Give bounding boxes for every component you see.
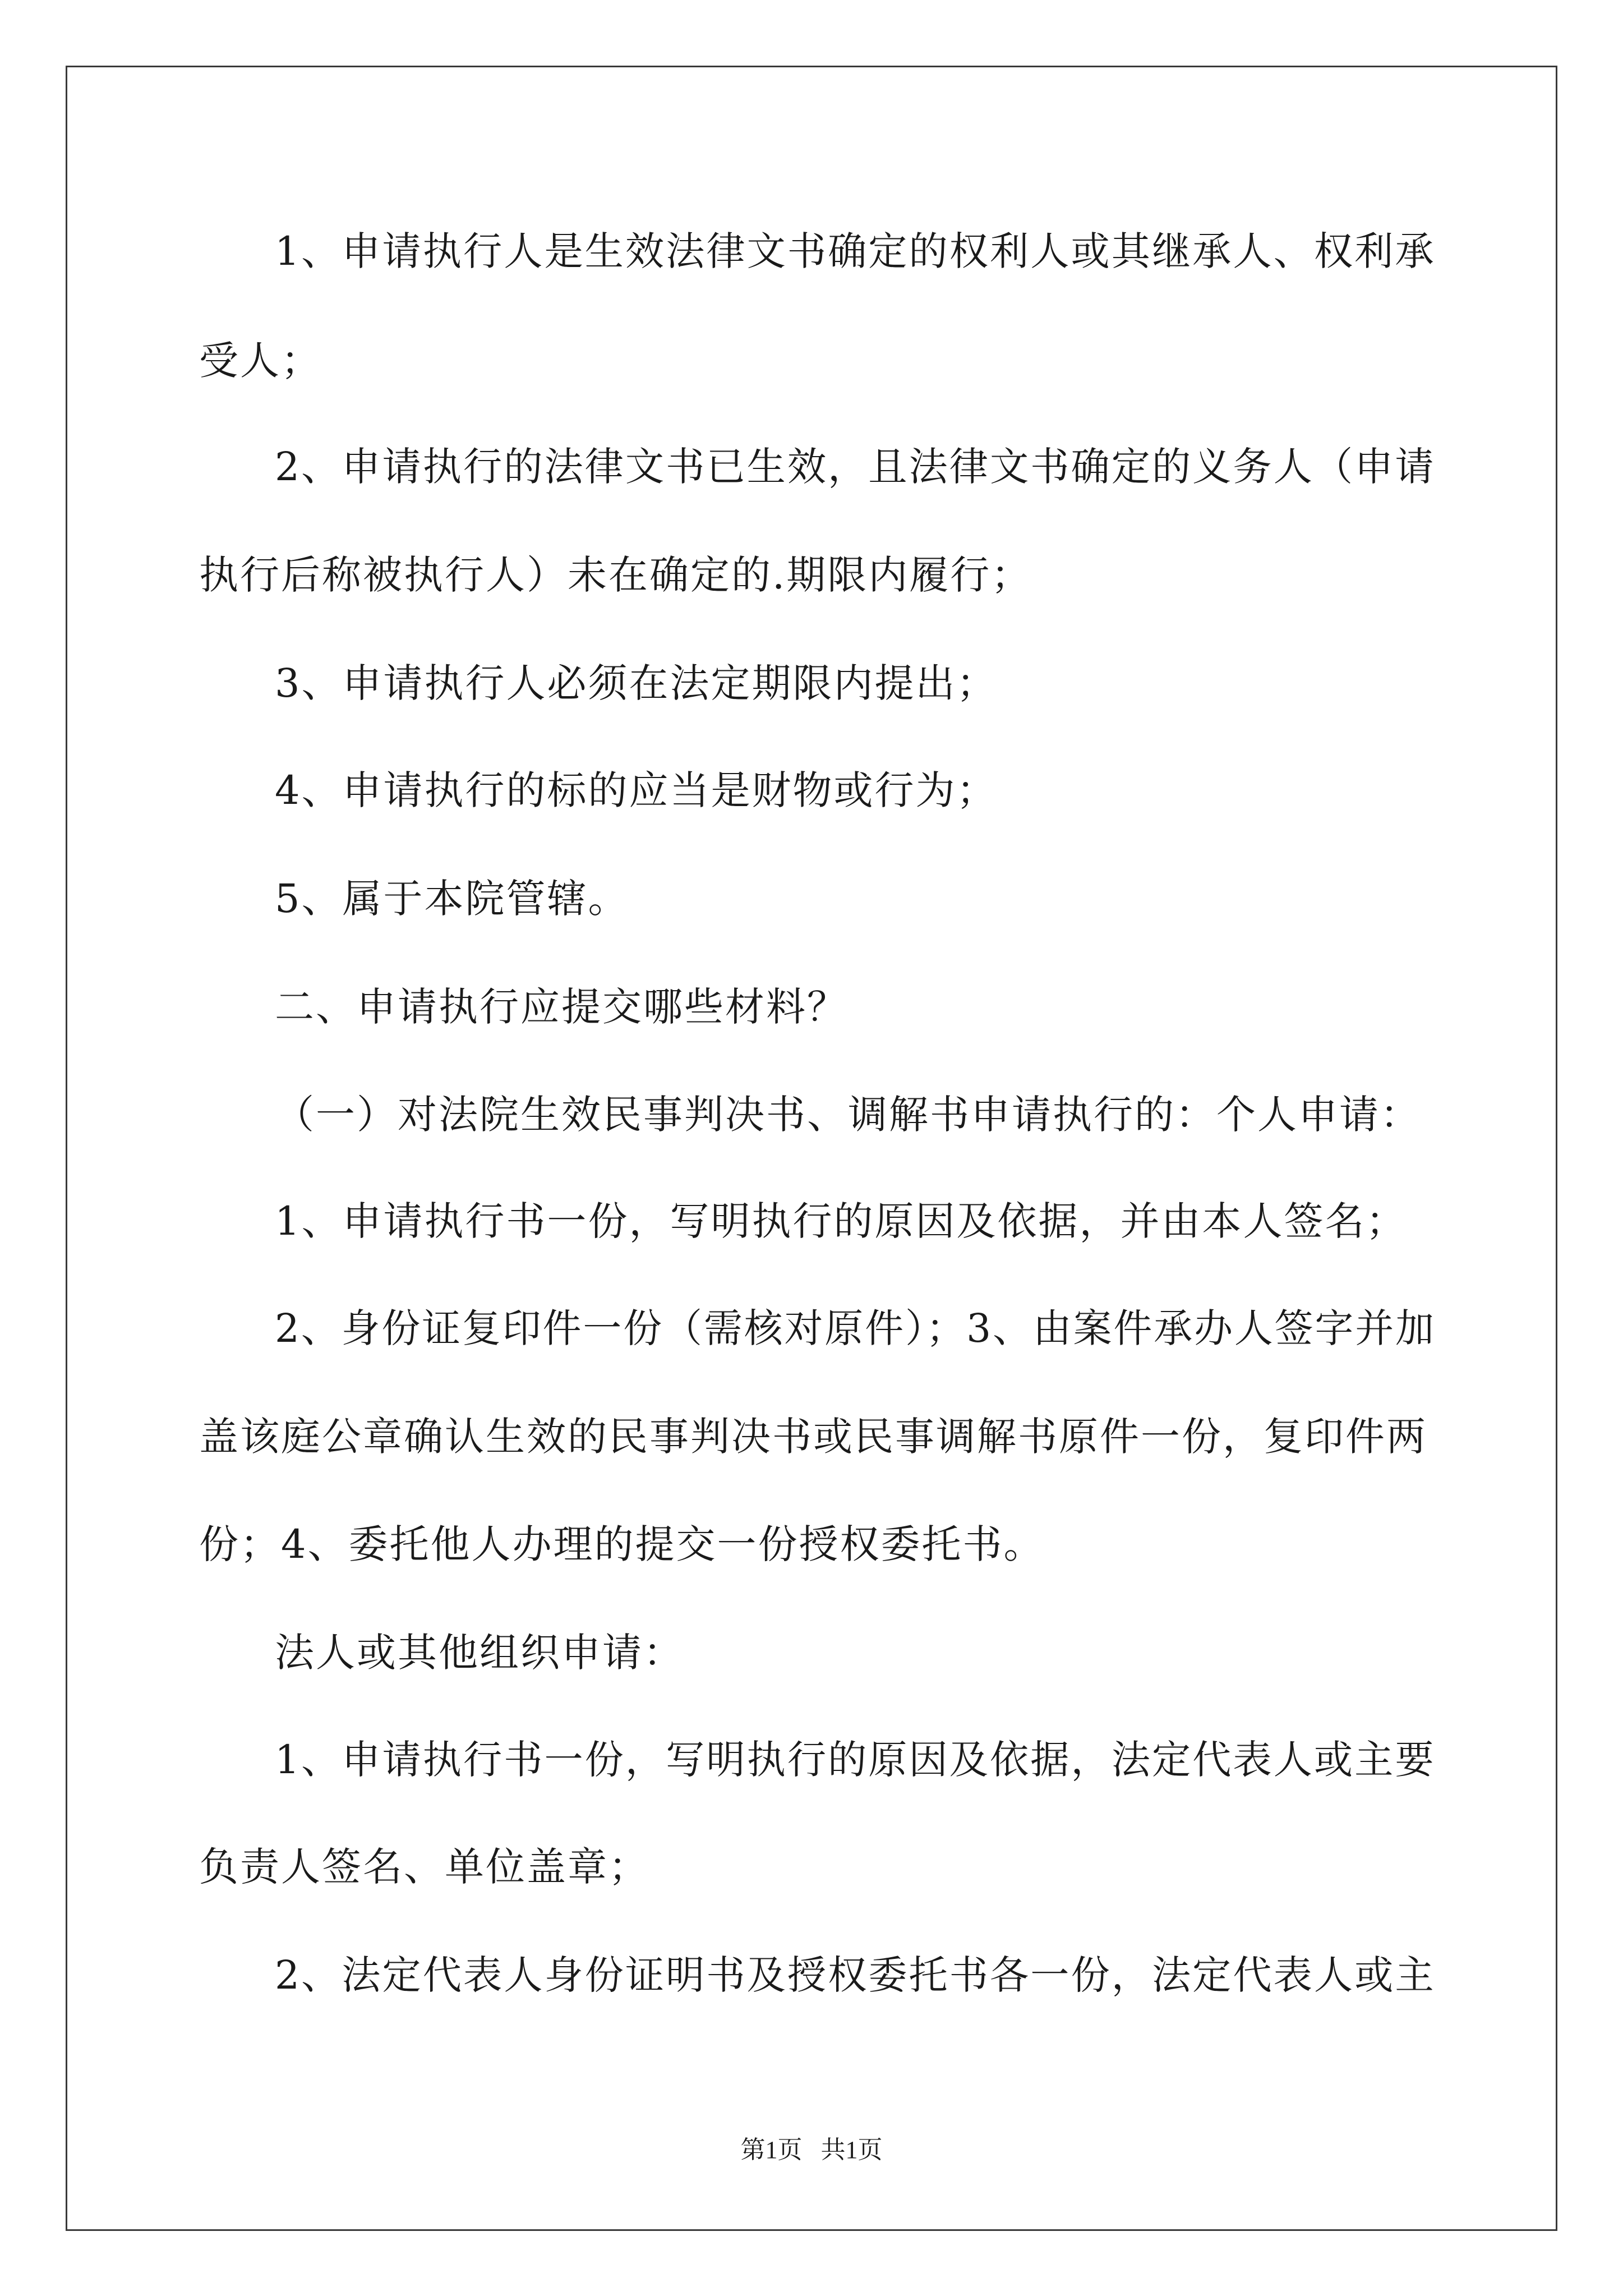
- paragraph-line: 2、申请执行的法律文书已生效，且法律文书确定的义务人（申请: [275, 444, 1436, 490]
- section-heading: 二、申请执行应提交哪些材料？: [275, 984, 848, 1030]
- paragraph-line: 2、法定代表人身份证明书及授权委托书各一份，法定代表人或主: [275, 1952, 1436, 1998]
- page-number-footer: 第1页 共1页: [740, 2136, 883, 2164]
- paragraph-line: 盖该庭公章确认生效的民事判决书或民事调解书原件一份，复印件两: [199, 1414, 1427, 1460]
- paragraph-line: 受人；: [199, 338, 322, 384]
- paragraph-line: 3、申请执行人必须在法定期限内提出；: [275, 660, 998, 706]
- paragraph-line: 1、申请执行书一份，写明执行的原因及依据，法定代表人或主要: [275, 1737, 1436, 1783]
- paragraph-line: （一）对法院生效民事判决书、调解书申请执行的：个人申请：: [275, 1092, 1421, 1138]
- paragraph-line: 4、申请执行的标的应当是财物或行为；: [275, 767, 998, 813]
- paragraph-line: 1、申请执行书一份，写明执行的原因及依据，并由本人签名；: [275, 1198, 1407, 1244]
- paragraph-line: 法人或其他组织申请：: [275, 1630, 684, 1676]
- paragraph-line: 执行后称被执行人）未在确定的.期限内履行；: [199, 552, 1032, 598]
- paragraph-line: 1、申请执行人是生效法律文书确定的权利人或其继承人、权利承: [275, 228, 1436, 274]
- paragraph-line: 负责人签名、单位盖章；: [199, 1844, 649, 1890]
- paragraph-line: 5、属于本院管辖。: [275, 876, 629, 922]
- page-border: [66, 66, 1557, 2231]
- paragraph-line: 2、身份证复印件一份（需核对原件）；3、由案件承办人签字并加: [275, 1305, 1436, 1351]
- paragraph-line: 份；4、委托他人办理的提交一份授权委托书。: [199, 1521, 1045, 1567]
